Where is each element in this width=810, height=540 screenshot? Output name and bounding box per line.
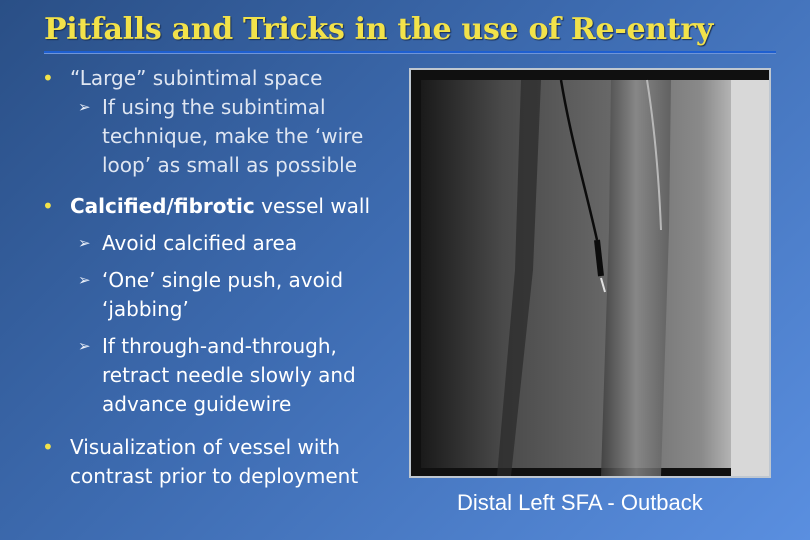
bullet-text: “Large” subintimal space: [70, 66, 323, 90]
bullet-text-strong: Calcified/fibrotic: [70, 194, 255, 218]
sub-bullet-item: [28, 266, 408, 324]
sub-bullet-item: [28, 332, 408, 419]
round-bullet-icon: •: [42, 194, 54, 218]
bullet-item-large-space: [28, 64, 408, 93]
sub-bullet-text: If using the subintimal technique, make the ‘wire loop’ as small as possible: [102, 95, 364, 177]
round-bullet-icon: •: [42, 66, 54, 90]
arrowhead-bullet-icon: ➢: [78, 98, 91, 116]
sub-bullet-text: Avoid calcified area: [102, 231, 298, 255]
bullet-text: Visualization of vessel with contrast prior to deployment: [70, 435, 359, 488]
sub-bullet-item: [28, 229, 408, 258]
bullet-item-calcified: [28, 192, 408, 221]
image-caption: Distal Left SFA - Outback: [457, 490, 703, 515]
sub-bullet-text: ‘One’ single push, avoid ‘jabbing’: [102, 268, 344, 321]
sub-bullet-text: If through-and-through, retract needle slowly and advance guidewire: [102, 334, 356, 416]
fluoroscopy-image: [409, 68, 771, 478]
arrowhead-bullet-icon: ➢: [78, 271, 91, 289]
arrowhead-bullet-icon: ➢: [78, 337, 91, 355]
sub-bullet-item: [28, 93, 408, 180]
round-bullet-icon: •: [42, 435, 54, 459]
slide-title: Pitfalls and Tricks in the use of Re-entry: [44, 12, 713, 47]
title-divider: [44, 51, 776, 53]
bullet-text: vessel wall: [254, 194, 371, 218]
bullet-item-visualization: [28, 433, 408, 491]
bullet-list: [28, 64, 408, 491]
arrowhead-bullet-icon: ➢: [78, 234, 91, 252]
fluoroscopy-drawing: [411, 70, 769, 476]
